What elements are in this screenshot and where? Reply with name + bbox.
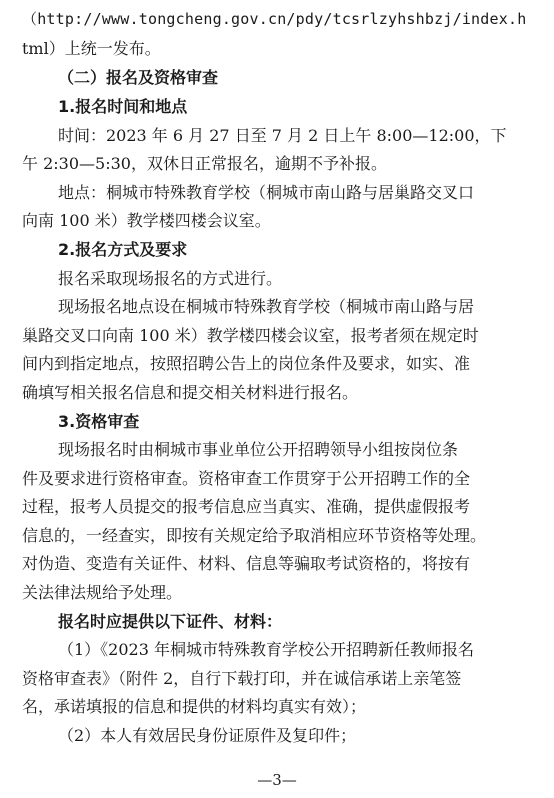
paragraph-line: 向南 100 米）教学楼四楼会议室。: [22, 211, 271, 230]
url-line-2: tml）上统一发布。: [22, 39, 161, 58]
paragraph-line: 现场报名时由桐城市事业单位公开招聘领导小组按岗位条: [58, 440, 459, 459]
page-number: —3—: [257, 771, 297, 789]
paragraph-line: 件及要求进行资格审查。资格审查工作贯穿于公开招聘工作的全: [22, 469, 471, 488]
subheading-3: 3.资格审查: [58, 412, 140, 431]
paragraph-line: 午 2:30—5:30，双休日正常报名，逾期不予补报。: [22, 154, 387, 173]
list-item-line: 资格审查表》（附件 2，自行下载打印，并在诚信承诺上亲笔签: [22, 669, 462, 688]
paragraph-line: 过程，报考人员提交的报考信息应当真实、准确，提供虚假报考: [22, 497, 471, 516]
paragraph-line: 时间：2023 年 6 月 27 日至 7 月 2 日上午 8:00—12:00，下: [58, 126, 507, 145]
paragraph-line: 信息的，一经查实，即按有关规定给予取消相应环节资格等处理。: [22, 526, 487, 545]
paragraph-line: 关法律法规给予处理。: [22, 583, 183, 602]
materials-heading: 报名时应提供以下证件、材料：: [58, 612, 283, 631]
paragraph-line: 间内到指定地点，按照招聘公告上的岗位条件及要求，如实、准: [22, 354, 471, 373]
paragraph-line: 对伪造、变造有关证件、材料、信息等骗取考试资格的，将按有: [22, 554, 471, 573]
paragraph-line: 巢路交叉口向南 100 米）教学楼四楼会议室，报考者须在规定时: [22, 326, 479, 345]
section-heading-2: （二）报名及资格审查: [58, 68, 219, 87]
list-item-line: （1）《2023 年桐城市特殊教育学校公开招聘新任教师报名: [58, 640, 474, 659]
subheading-1: 1.报名时间和地点: [58, 97, 188, 116]
list-item-line: （2）本人有效居民身份证原件及复印件；: [58, 726, 357, 745]
subheading-2: 2.报名方式及要求: [58, 240, 188, 259]
paragraph-line: 地点：桐城市特殊教育学校（桐城市南山路与居巢路交叉口: [58, 183, 475, 202]
url-line-1: （http://www.tongcheng.gov.cn/pdy/tcsrlzyhshbzj/index.h: [22, 10, 527, 28]
paragraph-line: 现场报名地点设在桐城市特殊教育学校（桐城市南山路与居: [58, 297, 475, 316]
paragraph-line: 报名采取现场报名的方式进行。: [58, 269, 283, 288]
list-item-line: 名，承诺填报的信息和提供的材料均真实有效）；: [22, 697, 367, 716]
paragraph-line: 确填写相关报名信息和提交相关材料进行报名。: [22, 383, 359, 402]
